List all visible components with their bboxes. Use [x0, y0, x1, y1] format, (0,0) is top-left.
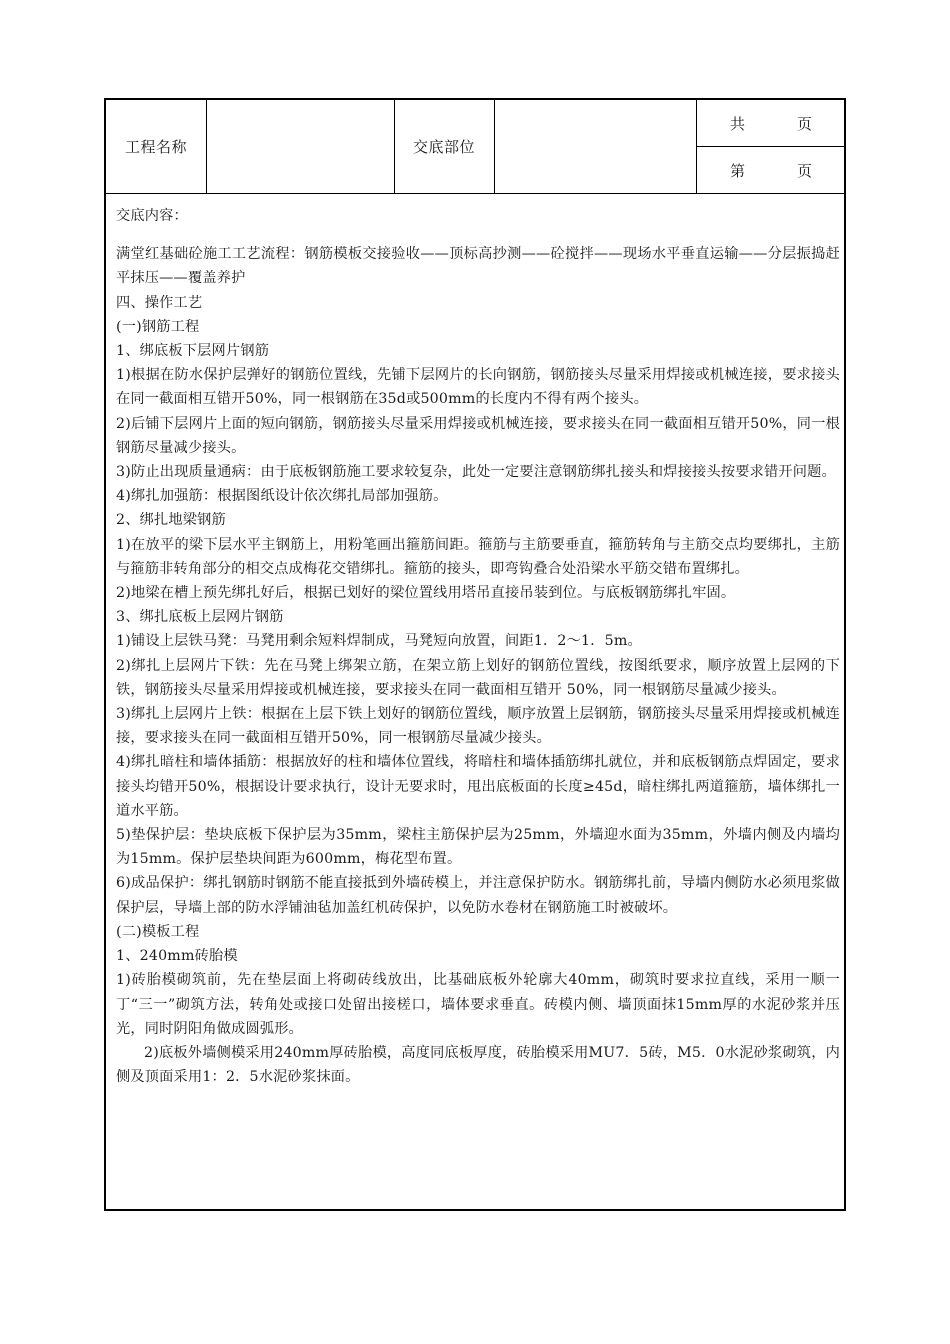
current-page-suffix: 页: [797, 161, 813, 180]
paragraph: 1)铺设上层铁马凳：马凳用剩余短料焊制成，马凳短向放置，间距1．2～1．5m。: [116, 633, 642, 650]
paragraph: 5)垫保护层：垫块底板下保护层为35mm，梁柱主筋保护层为25mm，外墙迎水面为35mm，外墙内侧及内墙均为15mm。保护层垫块间距为600mm，梅花型布置。: [116, 827, 840, 868]
paragraph: 1)根据在防水保护层弹好的钢筋位置线，先铺下层网片的长向钢筋，钢筋接头尽量采用焊接或机械连接，要求接头在同一截面相互错开50%，同一根钢筋在35d或500mm的长度内不得有两个接头。: [116, 367, 840, 408]
current-page-prefix: 第: [730, 161, 746, 180]
paragraph: 2)底板外墙侧模采用240mm厚砖胎模，高度同底板厚度，砖胎模采用MU7．5砖，M5．0水泥砂浆砌筑，内侧及顶面采用1：2．5水泥砂浆抹面。: [116, 1044, 840, 1086]
subsection-heading: (二)模板工程: [116, 923, 200, 940]
total-pages-suffix: 页: [797, 114, 813, 133]
paragraph: 4)绑扎加强筋：根据图纸设计依次绑扎局部加强筋。: [116, 488, 448, 505]
item-heading: 3、绑扎底板上层网片钢筋: [116, 609, 284, 626]
content-label: 交底内容：: [116, 208, 188, 224]
project-name-value: [206, 100, 394, 193]
paragraph: 2)绑扎上层网片下铁：先在马凳上绑架立筋，在架立筋上划好的钢筋位置线，按图纸要求，顺序放置上层网的下铁，钢筋接头尽量采用焊接或机械连接，要求接头在同一截面相互错开 50%，同一根钢筋尽量减少接头。: [116, 657, 840, 698]
section-heading: 四、操作工艺: [116, 294, 203, 311]
current-page-cell: [696, 147, 844, 193]
total-pages-cell: [696, 100, 844, 146]
item-heading: 1、绑底板下层网片钢筋: [116, 343, 270, 360]
paragraph: 4)绑扎暗柱和墙体插筋：根据放好的柱和墙体位置线，将暗柱和墙体插筋绑扎就位，并和底板钢筋点焊固定，要求接头均错开50%，根据设计要求执行，设计无要求时，甩出底板面的长度≥45d，暗柱绑扎两道箍筋，墙体绑扎一道水平筋。: [116, 754, 840, 819]
paragraph: 3)防止出现质量通病：由于底板钢筋施工要求较复杂，此处一定要注意钢筋绑扎接头和焊接接头按要求错开问题。: [116, 464, 836, 481]
disclosure-part-label: 交底部位: [412, 138, 475, 156]
disclosure-part-value: [494, 100, 696, 193]
item-heading: 1、240mm砖胎模: [116, 948, 238, 965]
project-name-label: 工程名称: [124, 138, 187, 156]
item-heading: 2、绑扎地梁钢筋: [116, 512, 226, 529]
disclosure-sheet: [104, 98, 846, 1211]
paragraph: 1)在放平的梁下层水平主钢筋上，用粉笔画出箍筋间距。箍筋与主筋要垂直，箍筋转角与主筋交点均要绑扎，主筋与箍筋非转角部分的相交点成梅花交错绑扎。箍筋的接头，即弯钩叠合处沿梁水平筋交错布置绑扎。: [116, 536, 840, 577]
paragraph: 3)绑扎上层网片上铁：根据在上层下铁上划好的钢筋位置线，顺序放置上层钢筋，钢筋接头尽量采用焊接或机械连接，要求接头在同一截面相互错开50%，同一根钢筋尽量减少接头。: [116, 706, 840, 747]
header-table: [106, 100, 844, 194]
subsection-heading: (一)钢筋工程: [116, 318, 200, 335]
process-flow: 满堂红基础砼施工工艺流程：钢筋模板交接验收——顶标高抄测——砼搅拌——现场水平垂直运输——分层振捣赶平抹压——覆盖养护: [116, 246, 840, 287]
paragraph: 1)砖胎模砌筑前，先在垫层面上将砌砖线放出，比基础底板外轮廓大40mm，砌筑时要求拉直线，采用一顺一丁“三一”砌筑方法，转角处或接口处留出接槎口，墙体要求垂直。砖模内侧、墙顶面抹15mm厚的水泥砂浆并压光，同时阴阳角做成圆弧形。: [116, 972, 840, 1037]
total-pages-prefix: 共: [730, 114, 746, 133]
disclosure-content: [116, 204, 840, 1089]
paragraph: 2)地梁在槽上预先绑扎好后，根据已划好的梁位置线用塔吊直接吊装到位。与底板钢筋绑扎牢固。: [116, 585, 736, 602]
paragraph: 2)后铺下层网片上面的短向钢筋，钢筋接头尽量采用焊接或机械连接，要求接头在同一截面相互错开50%，同一根钢筋尽量减少接头。: [116, 415, 840, 456]
paragraph: 6)成品保护：绑扎钢筋时钢筋不能直接抵到外墙砖模上，并注意保护防水。钢筋绑扎前，导墙内侧防水必须甩浆做保护层，导墙上部的防水浮铺油毡加盖红机砖保护，以免防水卷材在钢筋施工时被破坏。: [116, 875, 840, 916]
